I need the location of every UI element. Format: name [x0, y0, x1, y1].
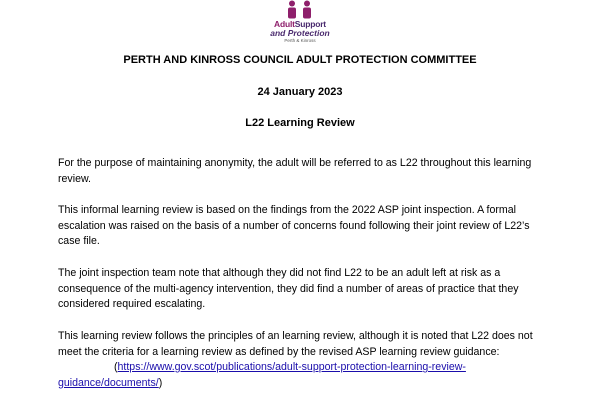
- paragraph-learning-review: [58, 329, 548, 391]
- logo-line-2: and Protection: [270, 28, 330, 38]
- link-close-paren: ): [158, 376, 163, 389]
- logo-word-support: Support: [294, 19, 326, 29]
- people-icon: [280, 0, 320, 20]
- logo-line-3: Perth & Kinross: [284, 38, 316, 43]
- link-open-paren: (: [114, 361, 118, 373]
- guidance-link[interactable]: https://www.gov.scot/publications/adult-support-protection-learning-review-guidance/documents/: [58, 361, 466, 389]
- committee-heading: PERTH AND KINROSS COUNCIL ADULT PROTECTION COMMITTEE: [123, 54, 477, 66]
- logo-text: [258, 20, 342, 44]
- adult-support-protection-logo: [258, 0, 342, 52]
- document-title: L22 Learning Review: [245, 117, 355, 129]
- paragraph-anonymity: For the purpose of maintaining anonymity, the adult will be referred to as L22 throughout this learning review.: [58, 157, 532, 185]
- document-date: 24 January 2023: [257, 86, 343, 98]
- paragraph-informal-review: This informal learning review is based on the findings from the 2022 ASP joint inspection. A formal escalation was raised on the basis of a number of concerns found following their joint review of L22’s case file.: [58, 204, 530, 247]
- paragraph-joint-inspection: The joint inspection team note that although they did not find L22 to be an adult left at risk as a consequence of the multi-agency intervention, they did find a number of areas of practice that they considered required escalating.: [58, 267, 519, 310]
- paragraph-learning-review-text: This learning review follows the principles of an learning review, although it is noted that L22 does not meet the criteria for a learning review as defined by the revised ASP learning review guidance:: [58, 330, 533, 358]
- logo-word-adult: Adult: [274, 19, 295, 29]
